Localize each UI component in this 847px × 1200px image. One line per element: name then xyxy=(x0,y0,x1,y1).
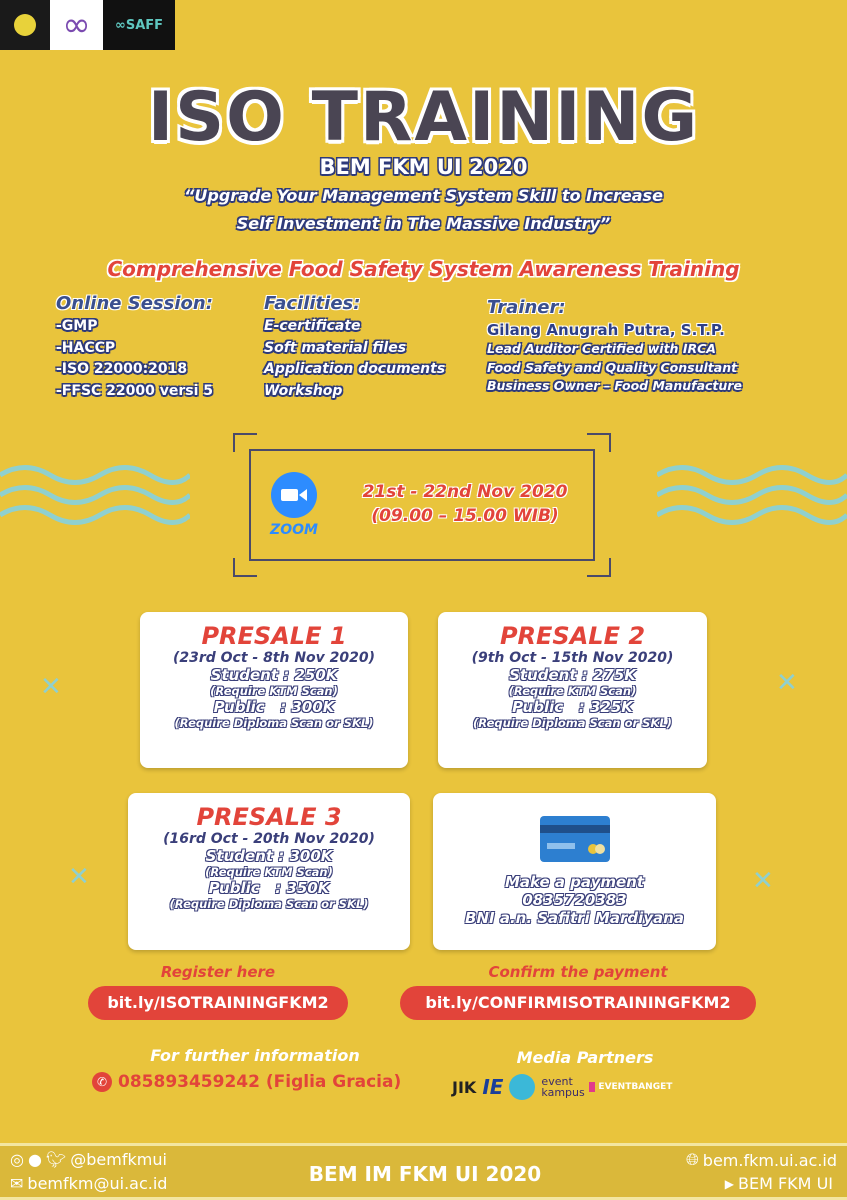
partner-logo: IE xyxy=(482,1075,504,1099)
globe-icon: 🌐︎ xyxy=(685,1150,699,1169)
credit-card-icon xyxy=(539,815,611,863)
event-date xyxy=(330,480,600,528)
facilities xyxy=(264,292,445,402)
subtitle: BEM FKM UI 2020 xyxy=(319,155,528,179)
partner-logo: event kampus xyxy=(541,1075,585,1099)
contact-phone[interactable] xyxy=(92,1072,401,1092)
confirm-label: Confirm the payment xyxy=(488,963,668,981)
list-item: Application documents xyxy=(264,361,446,377)
list-item: -FFSC 22000 versi 5 xyxy=(56,382,214,399)
presale-1-card xyxy=(140,612,408,768)
youtube-icon: ▶ xyxy=(724,1176,734,1191)
presale-dates: (16rd Oct - 20th Nov 2020) xyxy=(163,831,375,847)
presale-dates: (9th Oct - 15th Nov 2020) xyxy=(471,650,674,666)
list-item: Lead Auditor Certified with IRCA xyxy=(487,341,716,356)
quote-line-2: Self Investment in The Massive Industry” xyxy=(236,214,611,233)
public-price: Public : 325K xyxy=(512,698,633,716)
list-item: -GMP xyxy=(56,318,98,334)
zoom-logo xyxy=(266,472,322,538)
phone-number: 085893459242 (Figlia Gracia) xyxy=(118,1072,402,1092)
student-price: Student : 300K xyxy=(205,847,333,865)
public-price: Public : 350K xyxy=(208,879,330,897)
zoom-icon xyxy=(271,472,317,518)
register-link[interactable]: bit.ly/ISOTRAININGFKM2 xyxy=(88,986,348,1020)
public-note: (Require Diploma Scan or SKL) xyxy=(169,897,369,911)
page-title: ISO TRAINING xyxy=(147,78,700,157)
student-note: (Require KTM Scan) xyxy=(210,684,338,698)
account-holder: BNI a.n. Safitri Mardiyana xyxy=(465,909,684,927)
line-icon: ● xyxy=(27,1150,42,1169)
instagram-icon: ◎ xyxy=(10,1150,24,1169)
online-session xyxy=(56,292,213,402)
trainer xyxy=(487,296,742,396)
student-note: (Require KTM Scan) xyxy=(205,865,333,879)
zoom-label: ZOOM xyxy=(270,522,318,538)
infinity-logo: ∞ xyxy=(50,0,103,50)
presale-3-card xyxy=(128,793,410,950)
list-item: Soft material files xyxy=(264,339,407,356)
student-note: (Require KTM Scan) xyxy=(508,684,637,698)
partner-logo: EVENTBANGET xyxy=(589,1082,672,1092)
trainer-title: Trainer: xyxy=(487,297,566,318)
email-text: bemfkm@ui.ac.id xyxy=(27,1174,168,1193)
presale-title: PRESALE 2 xyxy=(499,622,646,650)
time-text: (09.00 – 15.00 WIB) xyxy=(371,506,559,526)
x-decoration-icon: ✕ xyxy=(68,862,90,892)
footer-youtube[interactable] xyxy=(725,1174,833,1193)
presale-2-card xyxy=(438,612,707,768)
social-handle[interactable] xyxy=(10,1150,167,1169)
wave-decoration-right xyxy=(657,460,847,540)
presale-dates: (23rd Oct - 8th Nov 2020) xyxy=(172,650,376,666)
media-partners-label: Media Partners xyxy=(516,1048,654,1067)
mail-icon: ✉ xyxy=(10,1174,24,1193)
partner-logo xyxy=(509,1074,535,1100)
x-decoration-icon: ✕ xyxy=(752,866,774,896)
public-note: (Require Diploma Scan or SKL) xyxy=(473,716,672,730)
list-item: Business Owner – Food Manufacture xyxy=(487,378,742,393)
wave-decoration-left xyxy=(0,460,190,540)
payment-instruction: Make a payment xyxy=(504,873,645,891)
date-text: 21st - 22nd Nov 2020 xyxy=(362,482,568,502)
list-item: Food Safety and Quality Consultant xyxy=(487,359,738,375)
youtube-text: BEM FKM UI xyxy=(738,1174,833,1193)
presale-title: PRESALE 3 xyxy=(196,803,342,831)
account-number: 0835720383 xyxy=(522,891,627,909)
trainer-name: Gilang Anugrah Putra, S.T.P. xyxy=(487,321,725,339)
footer-title: BEM IM FKM UI 2020 xyxy=(308,1162,542,1186)
public-price: Public : 300K xyxy=(213,698,335,716)
twitter-icon: 🐦︎ xyxy=(45,1150,67,1169)
quote-line-1: “Upgrade Your Management System Skill to Increase xyxy=(184,186,663,205)
info-label: For further information xyxy=(150,1046,360,1065)
facilities-title: Facilities: xyxy=(264,293,361,314)
x-decoration-icon: ✕ xyxy=(40,672,62,702)
list-item: -ISO 22000:2018 xyxy=(56,361,188,377)
register-label: Register here xyxy=(160,963,276,981)
confirm-payment-link[interactable]: bit.ly/CONFIRMISOTRAININGFKM2 xyxy=(400,986,756,1020)
presale-title: PRESALE 1 xyxy=(201,622,347,650)
public-note: (Require Diploma Scan or SKL) xyxy=(174,716,374,730)
social-text: @bemfkmui xyxy=(70,1150,167,1169)
x-decoration-icon: ✕ xyxy=(776,668,798,698)
website-text: bem.fkm.ui.ac.id xyxy=(702,1150,837,1170)
list-item: Workshop xyxy=(264,382,343,399)
saff-logo: ∞ SAFF xyxy=(103,0,175,50)
ui-logo xyxy=(0,0,50,50)
list-item: E-certificate xyxy=(264,318,361,334)
list-item: -HACCP xyxy=(56,339,116,356)
footer-website[interactable] xyxy=(686,1150,837,1170)
sponsor-logos xyxy=(0,0,175,50)
media-partner-logos xyxy=(452,1074,672,1100)
partner-logo: JIK xyxy=(452,1077,477,1097)
footer-bar xyxy=(0,1143,847,1200)
training-heading: Comprehensive Food Safety System Awareness Training xyxy=(107,257,740,281)
online-session-title: Online Session: xyxy=(56,293,213,314)
student-price: Student : 250K xyxy=(210,666,338,684)
student-price: Student : 275K xyxy=(509,666,636,684)
whatsapp-icon: ✆ xyxy=(92,1072,112,1092)
footer-email[interactable] xyxy=(10,1174,167,1193)
payment-card xyxy=(433,793,716,950)
